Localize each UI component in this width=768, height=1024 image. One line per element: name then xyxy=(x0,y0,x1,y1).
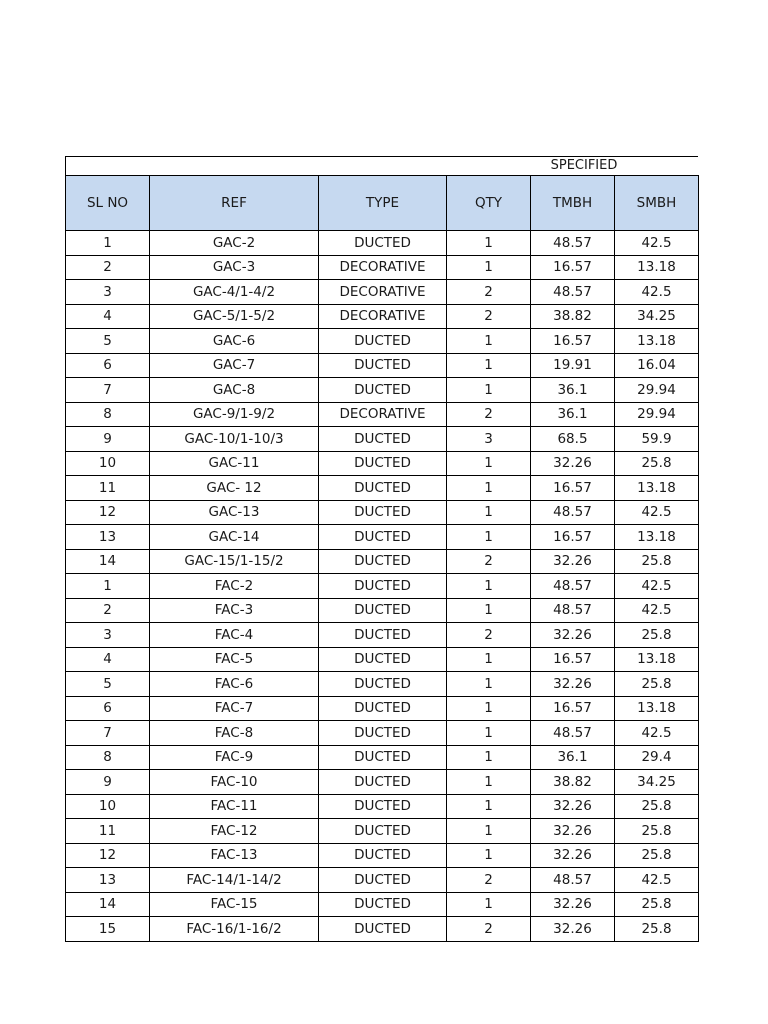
sl-no-cell: 8 xyxy=(66,745,150,770)
ref-cell: FAC-9 xyxy=(150,745,319,770)
column-header-tmbh: TMBH xyxy=(531,176,615,231)
ref-cell: GAC-8 xyxy=(150,378,319,403)
type-cell: DUCTED xyxy=(319,721,447,746)
type-cell: DECORATIVE xyxy=(319,304,447,329)
sl-no-cell: 13 xyxy=(66,525,150,550)
tmbh-cell: 48.57 xyxy=(531,231,615,256)
qty-cell: 1 xyxy=(447,892,531,917)
column-header-sl-no: SL NO xyxy=(66,176,150,231)
ref-cell: GAC-7 xyxy=(150,353,319,378)
qty-cell: 1 xyxy=(447,721,531,746)
smbh-cell: 42.5 xyxy=(615,574,699,599)
type-cell: DECORATIVE xyxy=(319,402,447,427)
smbh-cell: 13.18 xyxy=(615,647,699,672)
sl-no-cell: 7 xyxy=(66,721,150,746)
type-cell: DUCTED xyxy=(319,353,447,378)
sl-no-cell: 9 xyxy=(66,770,150,795)
qty-cell: 1 xyxy=(447,843,531,868)
sl-no-cell: 15 xyxy=(66,917,150,942)
smbh-cell: 29.94 xyxy=(615,402,699,427)
table-row xyxy=(66,476,699,501)
table-row xyxy=(66,255,699,280)
sl-no-cell: 14 xyxy=(66,549,150,574)
smbh-cell: 42.5 xyxy=(615,500,699,525)
sl-no-cell: 6 xyxy=(66,353,150,378)
tmbh-cell: 36.1 xyxy=(531,402,615,427)
smbh-cell: 25.8 xyxy=(615,623,699,648)
sl-no-cell: 12 xyxy=(66,500,150,525)
qty-cell: 1 xyxy=(447,525,531,550)
qty-cell: 1 xyxy=(447,378,531,403)
table-row xyxy=(66,549,699,574)
sl-no-cell: 12 xyxy=(66,843,150,868)
ref-cell: GAC-10/1-10/3 xyxy=(150,427,319,452)
table-row xyxy=(66,500,699,525)
tmbh-cell: 32.26 xyxy=(531,672,615,697)
tmbh-cell: 36.1 xyxy=(531,745,615,770)
table-row xyxy=(66,353,699,378)
column-header-qty: QTY xyxy=(447,176,531,231)
qty-cell: 1 xyxy=(447,794,531,819)
sl-no-cell: 7 xyxy=(66,378,150,403)
tmbh-cell: 48.57 xyxy=(531,574,615,599)
smbh-cell: 42.5 xyxy=(615,280,699,305)
smbh-cell: 42.5 xyxy=(615,598,699,623)
tmbh-cell: 48.57 xyxy=(531,500,615,525)
qty-cell: 2 xyxy=(447,280,531,305)
ref-cell: FAC-8 xyxy=(150,721,319,746)
column-header-row xyxy=(66,176,699,231)
smbh-cell: 16.04 xyxy=(615,353,699,378)
type-cell: DUCTED xyxy=(319,892,447,917)
specified-label: SPECIFIED xyxy=(550,158,618,173)
type-cell: DUCTED xyxy=(319,231,447,256)
type-cell: DUCTED xyxy=(319,794,447,819)
ref-cell: FAC-16/1-16/2 xyxy=(150,917,319,942)
table-row xyxy=(66,917,699,942)
tmbh-cell: 32.26 xyxy=(531,892,615,917)
type-cell: DUCTED xyxy=(319,378,447,403)
table-row xyxy=(66,378,699,403)
type-cell: DUCTED xyxy=(319,745,447,770)
sl-no-cell: 4 xyxy=(66,647,150,672)
smbh-cell: 34.25 xyxy=(615,770,699,795)
qty-cell: 1 xyxy=(447,770,531,795)
qty-cell: 2 xyxy=(447,917,531,942)
qty-cell: 1 xyxy=(447,451,531,476)
sl-no-cell: 13 xyxy=(66,868,150,893)
sl-no-cell: 2 xyxy=(66,255,150,280)
ref-cell: FAC-10 xyxy=(150,770,319,795)
spreadsheet xyxy=(65,156,698,942)
ref-cell: FAC-3 xyxy=(150,598,319,623)
table-row xyxy=(66,280,699,305)
tmbh-cell: 32.26 xyxy=(531,623,615,648)
tmbh-cell: 48.57 xyxy=(531,280,615,305)
tmbh-cell: 16.57 xyxy=(531,525,615,550)
qty-cell: 1 xyxy=(447,476,531,501)
type-cell: DUCTED xyxy=(319,598,447,623)
tmbh-cell: 32.26 xyxy=(531,843,615,868)
ref-cell: GAC-11 xyxy=(150,451,319,476)
sl-no-cell: 1 xyxy=(66,231,150,256)
sl-no-cell: 2 xyxy=(66,598,150,623)
table-row xyxy=(66,745,699,770)
ref-cell: GAC-5/1-5/2 xyxy=(150,304,319,329)
smbh-cell: 13.18 xyxy=(615,696,699,721)
table-row xyxy=(66,819,699,844)
table-row xyxy=(66,329,699,354)
column-header-type: TYPE xyxy=(319,176,447,231)
type-cell: DUCTED xyxy=(319,427,447,452)
table-row xyxy=(66,231,699,256)
sl-no-cell: 5 xyxy=(66,672,150,697)
qty-cell: 2 xyxy=(447,402,531,427)
sl-no-cell: 14 xyxy=(66,892,150,917)
tmbh-cell: 16.57 xyxy=(531,647,615,672)
ref-cell: FAC-15 xyxy=(150,892,319,917)
smbh-cell: 42.5 xyxy=(615,868,699,893)
tmbh-cell: 32.26 xyxy=(531,917,615,942)
specified-header-row xyxy=(65,156,698,175)
qty-cell: 1 xyxy=(447,696,531,721)
smbh-cell: 25.8 xyxy=(615,843,699,868)
qty-cell: 2 xyxy=(447,549,531,574)
ref-cell: FAC-5 xyxy=(150,647,319,672)
smbh-cell: 25.8 xyxy=(615,549,699,574)
tmbh-cell: 16.57 xyxy=(531,329,615,354)
sl-no-cell: 11 xyxy=(66,476,150,501)
ref-cell: GAC-6 xyxy=(150,329,319,354)
table-row xyxy=(66,843,699,868)
ref-cell: GAC-3 xyxy=(150,255,319,280)
smbh-cell: 42.5 xyxy=(615,721,699,746)
sl-no-cell: 9 xyxy=(66,427,150,452)
tmbh-cell: 19.91 xyxy=(531,353,615,378)
smbh-cell: 34.25 xyxy=(615,304,699,329)
type-cell: DUCTED xyxy=(319,917,447,942)
qty-cell: 1 xyxy=(447,255,531,280)
qty-cell: 2 xyxy=(447,304,531,329)
type-cell: DECORATIVE xyxy=(319,255,447,280)
qty-cell: 2 xyxy=(447,623,531,648)
table-row xyxy=(66,427,699,452)
smbh-cell: 25.8 xyxy=(615,819,699,844)
tmbh-cell: 16.57 xyxy=(531,255,615,280)
tmbh-cell: 16.57 xyxy=(531,696,615,721)
sl-no-cell: 8 xyxy=(66,402,150,427)
smbh-cell: 25.8 xyxy=(615,794,699,819)
ref-cell: GAC-9/1-9/2 xyxy=(150,402,319,427)
smbh-cell: 25.8 xyxy=(615,672,699,697)
table-row xyxy=(66,402,699,427)
qty-cell: 1 xyxy=(447,672,531,697)
tmbh-cell: 48.57 xyxy=(531,598,615,623)
sl-no-cell: 6 xyxy=(66,696,150,721)
tmbh-cell: 32.26 xyxy=(531,549,615,574)
table-row xyxy=(66,672,699,697)
table-row xyxy=(66,451,699,476)
tmbh-cell: 16.57 xyxy=(531,476,615,501)
table-row xyxy=(66,574,699,599)
smbh-cell: 29.94 xyxy=(615,378,699,403)
smbh-cell: 29.4 xyxy=(615,745,699,770)
qty-cell: 1 xyxy=(447,598,531,623)
type-cell: DUCTED xyxy=(319,549,447,574)
tmbh-cell: 48.57 xyxy=(531,721,615,746)
ref-cell: GAC-14 xyxy=(150,525,319,550)
type-cell: DUCTED xyxy=(319,647,447,672)
qty-cell: 1 xyxy=(447,231,531,256)
tmbh-cell: 38.82 xyxy=(531,304,615,329)
ref-cell: GAC-2 xyxy=(150,231,319,256)
type-cell: DUCTED xyxy=(319,329,447,354)
tmbh-cell: 38.82 xyxy=(531,770,615,795)
ref-cell: GAC-15/1-15/2 xyxy=(150,549,319,574)
type-cell: DUCTED xyxy=(319,451,447,476)
type-cell: DUCTED xyxy=(319,525,447,550)
column-header-ref: REF xyxy=(150,176,319,231)
smbh-cell: 25.8 xyxy=(615,892,699,917)
ref-cell: FAC-14/1-14/2 xyxy=(150,868,319,893)
sl-no-cell: 5 xyxy=(66,329,150,354)
sl-no-cell: 3 xyxy=(66,623,150,648)
tmbh-cell: 36.1 xyxy=(531,378,615,403)
table-row xyxy=(66,304,699,329)
ref-cell: GAC- 12 xyxy=(150,476,319,501)
ref-cell: FAC-4 xyxy=(150,623,319,648)
table-row xyxy=(66,696,699,721)
sl-no-cell: 4 xyxy=(66,304,150,329)
type-cell: DUCTED xyxy=(319,696,447,721)
type-cell: DUCTED xyxy=(319,819,447,844)
qty-cell: 1 xyxy=(447,500,531,525)
type-cell: DUCTED xyxy=(319,843,447,868)
tmbh-cell: 68.5 xyxy=(531,427,615,452)
tmbh-cell: 32.26 xyxy=(531,794,615,819)
table-row xyxy=(66,794,699,819)
table-row xyxy=(66,525,699,550)
type-cell: DUCTED xyxy=(319,868,447,893)
smbh-cell: 42.5 xyxy=(615,231,699,256)
smbh-cell: 13.18 xyxy=(615,329,699,354)
smbh-cell: 13.18 xyxy=(615,525,699,550)
table-row xyxy=(66,721,699,746)
sl-no-cell: 11 xyxy=(66,819,150,844)
type-cell: DUCTED xyxy=(319,574,447,599)
column-header-smbh: SMBH xyxy=(615,176,699,231)
qty-cell: 3 xyxy=(447,427,531,452)
type-cell: DUCTED xyxy=(319,672,447,697)
table-row xyxy=(66,647,699,672)
sl-no-cell: 10 xyxy=(66,794,150,819)
ref-cell: FAC-13 xyxy=(150,843,319,868)
tmbh-cell: 32.26 xyxy=(531,819,615,844)
smbh-cell: 25.8 xyxy=(615,917,699,942)
smbh-cell: 59.9 xyxy=(615,427,699,452)
table-row xyxy=(66,598,699,623)
qty-cell: 1 xyxy=(447,329,531,354)
qty-cell: 1 xyxy=(447,745,531,770)
ref-cell: GAC-4/1-4/2 xyxy=(150,280,319,305)
type-cell: DUCTED xyxy=(319,623,447,648)
table-row xyxy=(66,892,699,917)
smbh-cell: 25.8 xyxy=(615,451,699,476)
table-row xyxy=(66,770,699,795)
smbh-cell: 13.18 xyxy=(615,255,699,280)
type-cell: DUCTED xyxy=(319,476,447,501)
type-cell: DUCTED xyxy=(319,500,447,525)
type-cell: DECORATIVE xyxy=(319,280,447,305)
table-row xyxy=(66,623,699,648)
qty-cell: 1 xyxy=(447,574,531,599)
qty-cell: 1 xyxy=(447,353,531,378)
type-cell: DUCTED xyxy=(319,770,447,795)
ref-cell: GAC-13 xyxy=(150,500,319,525)
sl-no-cell: 10 xyxy=(66,451,150,476)
qty-cell: 2 xyxy=(447,868,531,893)
equipment-table xyxy=(65,175,699,942)
ref-cell: FAC-7 xyxy=(150,696,319,721)
ref-cell: FAC-2 xyxy=(150,574,319,599)
sl-no-cell: 3 xyxy=(66,280,150,305)
table-body xyxy=(66,231,699,942)
table-row xyxy=(66,868,699,893)
smbh-cell: 13.18 xyxy=(615,476,699,501)
tmbh-cell: 32.26 xyxy=(531,451,615,476)
qty-cell: 1 xyxy=(447,819,531,844)
ref-cell: FAC-6 xyxy=(150,672,319,697)
ref-cell: FAC-12 xyxy=(150,819,319,844)
qty-cell: 1 xyxy=(447,647,531,672)
sl-no-cell: 1 xyxy=(66,574,150,599)
tmbh-cell: 48.57 xyxy=(531,868,615,893)
ref-cell: FAC-11 xyxy=(150,794,319,819)
